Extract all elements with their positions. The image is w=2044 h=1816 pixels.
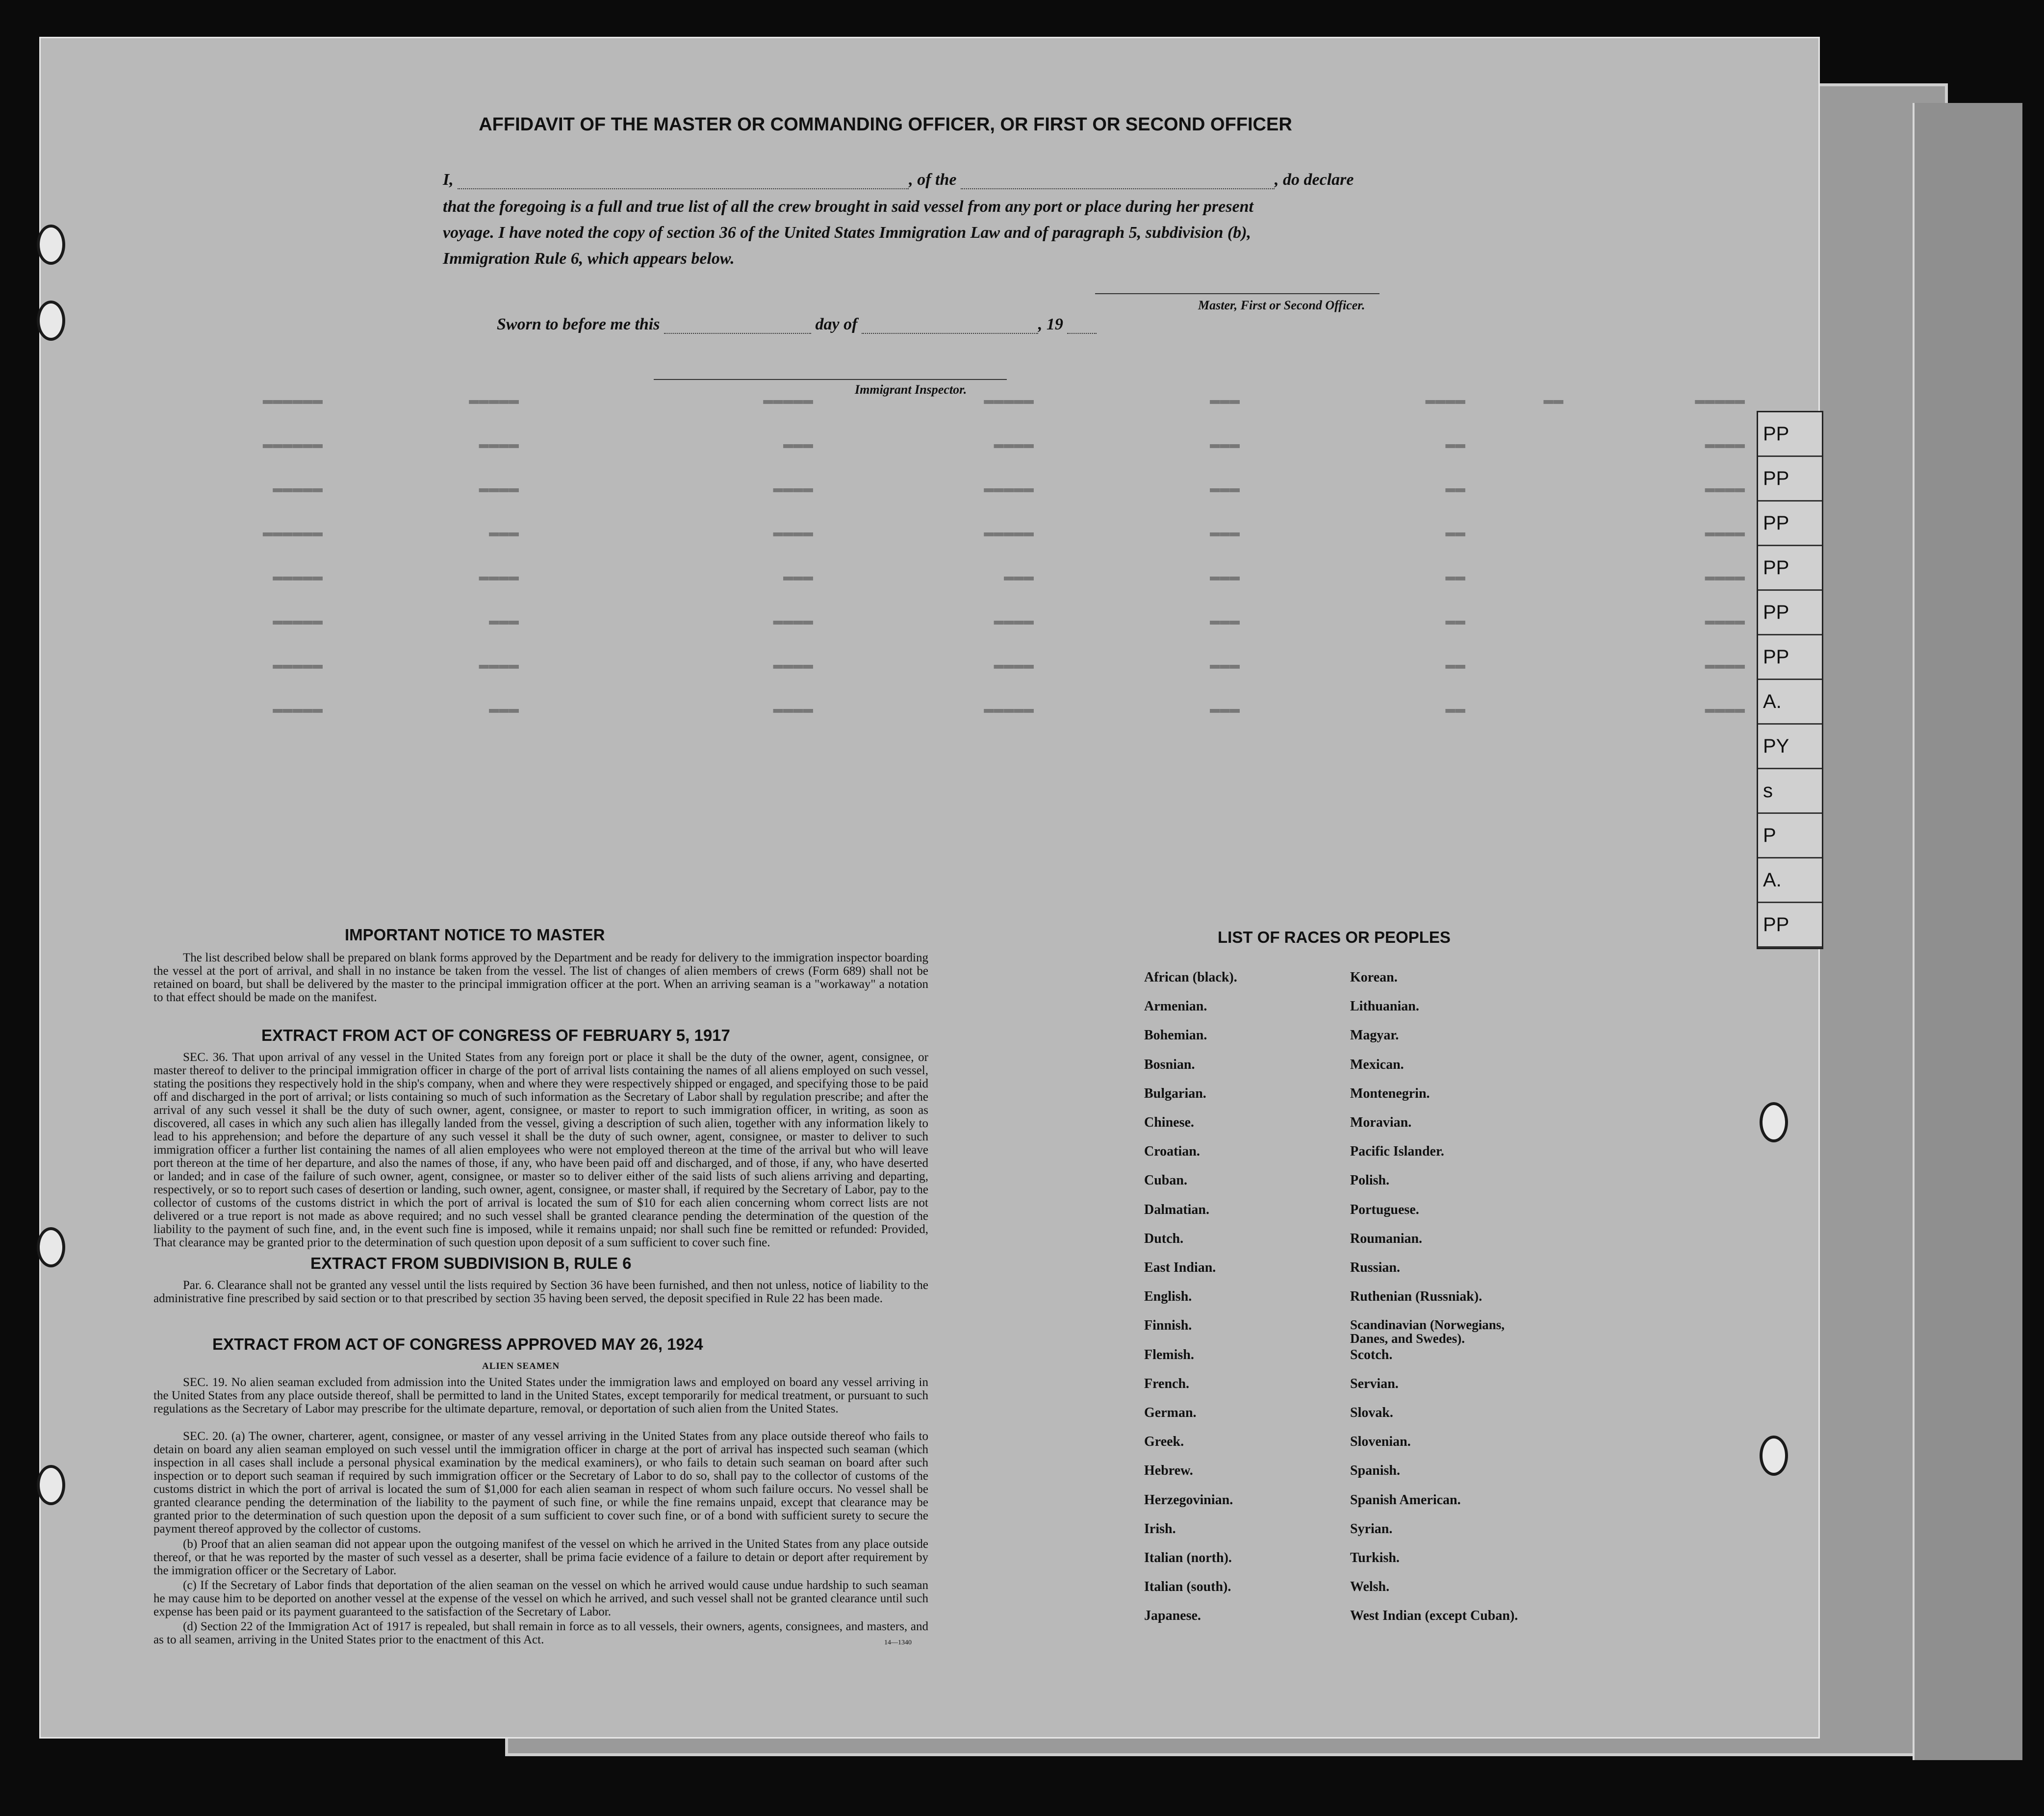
punch-hole	[37, 225, 65, 265]
sworn-day-of: day of	[815, 315, 858, 333]
extract-1917-title: EXTRACT FROM ACT OF CONGRESS OF FEBRUARY 5, 1917	[261, 1026, 730, 1044]
affidavit-title: AFFIDAVIT OF THE MASTER OR COMMANDING OFFICER, OR FIRST OR SECOND OFFICER	[479, 114, 1292, 135]
race-item: German.	[1144, 1405, 1197, 1420]
pp-tab: PP	[1758, 903, 1822, 948]
race-item: Hebrew.	[1144, 1463, 1193, 1479]
extract-rule6-title: EXTRACT FROM SUBDIVISION B, RULE 6	[310, 1254, 632, 1272]
race-item: Spanish.	[1350, 1463, 1400, 1479]
race-item: Greek.	[1144, 1434, 1184, 1450]
race-item: Scotch.	[1350, 1347, 1393, 1362]
extract-1924-subtitle: ALIEN SEAMEN	[482, 1361, 560, 1371]
extract-1924-sec-d: (d) Section 22 of the Immigration Act of 1917 is repealed, but shall remain in force as to all vessels, their owners, agents, consignees, and masters, and as to all seamen, arriving in the United States prior to the enactment of this Act.	[153, 1620, 928, 1646]
race-item: Portuguese.	[1350, 1202, 1419, 1217]
form-number: 14—1340	[884, 1639, 912, 1646]
race-item: Slovak.	[1350, 1405, 1393, 1420]
signature-line	[1095, 293, 1380, 294]
race-item: Italian (south).	[1144, 1579, 1231, 1595]
race-item: West Indian (except Cuban).	[1350, 1608, 1518, 1624]
race-item: Finnish.	[1144, 1318, 1192, 1334]
race-item: Dalmatian.	[1144, 1202, 1209, 1217]
affidavit-declaration-line	[443, 171, 1354, 189]
extract-1924-sec-b: (b) Proof that an alien seaman did not appear upon the outgoing manifest of the vessel on which he arrived in the United States from any place outside thereof, or that he was reported by the master of such vessel as a deserter, shall be prima facie evidence of a failure to detain or deport after requirement by the immigration officer or the Secretary of Labor.	[153, 1538, 928, 1577]
notice-body: The list described below shall be prepared on blank forms approved by the Department and be ready for delivery to the immigration inspector boarding the vessel at the port of arrival, and shall in no instance be taken from the vessel. The list of changes of alien members of crews (Form 689) shall not be retained on board, but shall be delivered by the master to the principal immigration officer at the port. When an arriving seaman is a "workaway" a notation to that effect should be made on the manifest.	[153, 951, 928, 1004]
inspector-line	[654, 379, 1007, 380]
race-item: Mexican.	[1350, 1057, 1404, 1072]
punch-hole	[1760, 1436, 1788, 1476]
race-item: Bulgarian.	[1144, 1085, 1206, 1101]
sworn-month-blank	[862, 333, 1038, 334]
punch-hole	[37, 1227, 65, 1267]
race-item: Polish.	[1350, 1173, 1390, 1188]
bleed-through-manifest: ▬▬▬▬▬ ▬▬ ▬▬▬▬ ▬▬▬ ▬▬▬▬▬ ▬▬▬▬▬ ▬▬▬▬▬ ▬▬▬▬▬▬ ▬▬▬▬ ▬▬ ▬▬▬ ▬▬▬▬ ▬▬▬ ▬▬▬▬ ▬▬▬▬▬▬ ▬▬▬▬ ▬▬ ▬▬▬ ▬▬▬▬▬ ▬▬▬▬ ▬▬▬▬ ▬▬▬▬▬ ▬▬▬▬ ▬▬ ▬▬▬ ▬▬▬▬▬ ▬▬▬▬ ▬▬▬ ▬▬▬▬▬▬ ▬▬▬▬ ▬▬ ▬▬▬ ▬▬▬ ▬▬▬ ▬▬▬▬ ▬▬▬▬▬ ▬▬▬▬ ▬▬ ▬▬▬ ▬▬▬▬ ▬▬▬▬ ▬▬▬ ▬▬▬▬▬ ▬▬▬▬ ▬▬ ▬▬▬ ▬▬▬▬ ▬▬▬▬ ▬▬▬▬ ▬▬▬▬▬ ▬▬▬▬ ▬▬ ▬▬▬ ▬▬▬▬▬ ▬▬▬▬ ▬▬▬ ▬▬▬▬▬	[262, 391, 1745, 719]
document-page	[39, 37, 1820, 1739]
vessel-blank	[961, 188, 1275, 189]
race-item: English.	[1144, 1289, 1192, 1305]
affidavit-line-2: that the foregoing is a full and true list of all the crew brought in said vessel from any port or place during her present	[443, 198, 1253, 216]
pp-tab: P	[1758, 814, 1822, 858]
punch-hole	[37, 301, 65, 341]
extract-rule6-body: Par. 6. Clearance shall not be granted any vessel until the lists required by Section 36 have been furnished, and then not unless, notice of liability to the administrative fine prescribed by said section or to that prescribed by section 35 having been served, the deposit specified in Rule 22 has been made.	[153, 1279, 928, 1305]
pp-tab: PY	[1758, 725, 1822, 769]
race-item: Cuban.	[1144, 1173, 1187, 1188]
races-title: LIST OF RACES OR PEOPLES	[1218, 928, 1451, 946]
race-item: Magyar.	[1350, 1028, 1399, 1043]
race-item: Servian.	[1350, 1376, 1399, 1391]
underlying-sheet-edge	[1913, 103, 2022, 1760]
name-blank	[458, 188, 909, 189]
race-item: Russian.	[1350, 1260, 1400, 1275]
affidavit-do-declare: , do declare	[1275, 171, 1354, 189]
punch-hole	[1760, 1102, 1788, 1142]
race-item: Italian (north).	[1144, 1550, 1232, 1565]
race-item: Pacific Islander.	[1350, 1144, 1444, 1160]
race-item: Slovenian.	[1350, 1434, 1411, 1450]
affidavit-line-3: voyage. I have noted the copy of section 36 of the United States Immigration Law and of paragraph 5, subdivision (b),	[443, 224, 1252, 242]
race-item: Spanish American.	[1350, 1492, 1461, 1508]
inspector-label: Immigrant Inspector.	[855, 382, 967, 397]
pp-tab-strip	[1757, 411, 1823, 949]
sworn-year-blank	[1067, 333, 1097, 334]
race-item: Bosnian.	[1144, 1057, 1195, 1072]
extract-1917-body: SEC. 36. That upon arrival of any vessel in the United States from any foreign port or place it shall be the duty of the owner, agent, consignee, or master thereof to deliver to the principal immigration officer in charge of the port of arrival lists containing the names of all aliens employed on such vessel, stating the positions they respectively hold in the ship's company, when and where they were respectively shipped or engaged, and specifying those to be paid off and discharged in the port of arrival; or lists containing so much of such information as the Secretary of Labor shall by regulation prescribe; and after the arrival of any such vessel it shall be the duty of such owner, agent, consignee, or master to report to such immigration officer, in writing, as soon as discovered, all cases in which any such alien has illegally landed from the vessel, giving a description of such alien, together with any information likely to lead to his apprehension; and before the departure of any such vessel it shall be the duty of such owner, agent, consignee, or master to deliver to such immigration officer a further list containing the names of all alien employees who were not employed thereon at the time of the arrival but who will leave port thereon at the time of her departure, and also the names of those, if any, who have been paid off and discharged, and of those, if any, who have deserted or landed; and in case of the failure of such owner, agent, consignee, or master so to deliver either of the said lists of such aliens arriving and departing, respectively, or so to report such cases of desertion or landing, such owner, agent, consignee, or master shall, if required by the Secretary of Labor, pay to the collector of customs of the customs district in which the port of arrival is located the sum of $10 for each alien concerning whom correct lists are not delivered or a true report is not made as above required; and no such vessel shall be granted clearance pending the determination of the question of the liability to the payment of such fine, and, in the event such fine is imposed, while it remains unpaid; nor shall such fine be remitted or refunded: Provided, That clearance may be granted prior to the determination of such question upon deposit of a sum sufficient to cover such fine.	[153, 1051, 928, 1249]
race-item: Ruthenian (Russniak).	[1350, 1289, 1482, 1305]
race-item: Korean.	[1350, 970, 1398, 985]
race-item: Armenian.	[1144, 999, 1207, 1014]
race-item: Scandinavian (Norwegians, Danes, and Swedes).	[1350, 1317, 1505, 1346]
race-item: Herzegovinian.	[1144, 1492, 1233, 1508]
race-item: Turkish.	[1350, 1550, 1400, 1565]
pp-tab: PP	[1758, 591, 1822, 635]
sworn-text: Sworn to before me this	[497, 315, 660, 333]
race-item: Flemish.	[1144, 1347, 1194, 1362]
race-item: Irish.	[1144, 1521, 1176, 1537]
pp-tab: s	[1758, 769, 1822, 814]
race-item: Roumanian.	[1350, 1231, 1423, 1246]
punch-hole	[37, 1465, 65, 1505]
notice-title: IMPORTANT NOTICE TO MASTER	[345, 926, 605, 944]
extract-1924-title: EXTRACT FROM ACT OF CONGRESS APPROVED MAY 26, 1924	[212, 1335, 703, 1353]
race-item: Welsh.	[1350, 1579, 1390, 1595]
affidavit-of-the: , of the	[909, 171, 957, 189]
race-item: Japanese.	[1144, 1608, 1201, 1624]
pp-tab: A.	[1758, 858, 1822, 903]
race-item: Bohemian.	[1144, 1028, 1207, 1043]
race-item: Lithuanian.	[1350, 999, 1419, 1014]
pp-tab: A.	[1758, 680, 1822, 725]
race-item: Moravian.	[1350, 1115, 1412, 1130]
sworn-year: , 19	[1038, 315, 1063, 333]
pp-tab: PP	[1758, 412, 1822, 457]
sworn-line	[497, 315, 1097, 334]
extract-1924-sec20: SEC. 20. (a) The owner, charterer, agent, consignee, or master of any vessel arriving in the United States from any place outside thereof who fails to detain on board any alien seaman employed on such vessel until the immigration officer in charge at the port of arrival has inspected such seaman (which inspection in all cases shall include a personal physical examination by the medical examiners), or who fails to detain such seaman on board after such inspection or to deport such seaman if required by such immigration officer or the Secretary of Labor to do so, shall pay to the collector of customs of the customs district in which the port of arrival is located the sum of $1,000 for each alien seaman in respect of whom such failure occurs. No vessel shall be granted clearance pending the determination of the liability to the payment of such fine, or while the fine remains unpaid, except that clearance may be granted prior to the determination of such question upon the deposit of a sum sufficient to cover such fine, or of a bond with sufficient surety to secure the payment thereof approved by the collector of customs.	[153, 1430, 928, 1536]
extract-1924-sec19: SEC. 19. No alien seaman excluded from admission into the United States under the immigration laws and employed on board any vessel arriving in the United States from any place outside thereof, shall be permitted to land in the United States, except temporarily for medical treatment, or pursuant to such regulations as the Secretary of Labor may prescribe for the ultimate departure, removal, or deportation of such alien from the United States.	[153, 1376, 928, 1415]
extract-1924-sec-c: (c) If the Secretary of Labor finds that deportation of the alien seaman on the vessel on which he arrived would cause undue hardship to such seaman he may cause him to be deported on another vessel at the expense of the vessel on which he arrived, and such vessel shall not be granted clearance until such expense has been paid or its payment guaranteed to the satisfaction of the Secretary of Labor.	[153, 1579, 928, 1618]
race-item: African (black).	[1144, 970, 1237, 985]
pp-tab: PP	[1758, 546, 1822, 591]
affidavit-i: I,	[443, 171, 454, 189]
pp-tab: PP	[1758, 502, 1822, 546]
sworn-day-blank	[664, 333, 811, 334]
pp-tab: PP	[1758, 457, 1822, 502]
race-item: Syrian.	[1350, 1521, 1393, 1537]
signature-label: Master, First or Second Officer.	[1198, 298, 1365, 312]
race-item: Dutch.	[1144, 1231, 1184, 1246]
race-item: Croatian.	[1144, 1144, 1200, 1160]
pp-tab: PP	[1758, 635, 1822, 680]
race-item: Montenegrin.	[1350, 1085, 1430, 1101]
affidavit-line-4: Immigration Rule 6, which appears below.	[443, 250, 735, 268]
race-item: French.	[1144, 1376, 1190, 1391]
race-item: Chinese.	[1144, 1115, 1194, 1130]
race-item: East Indian.	[1144, 1260, 1216, 1275]
